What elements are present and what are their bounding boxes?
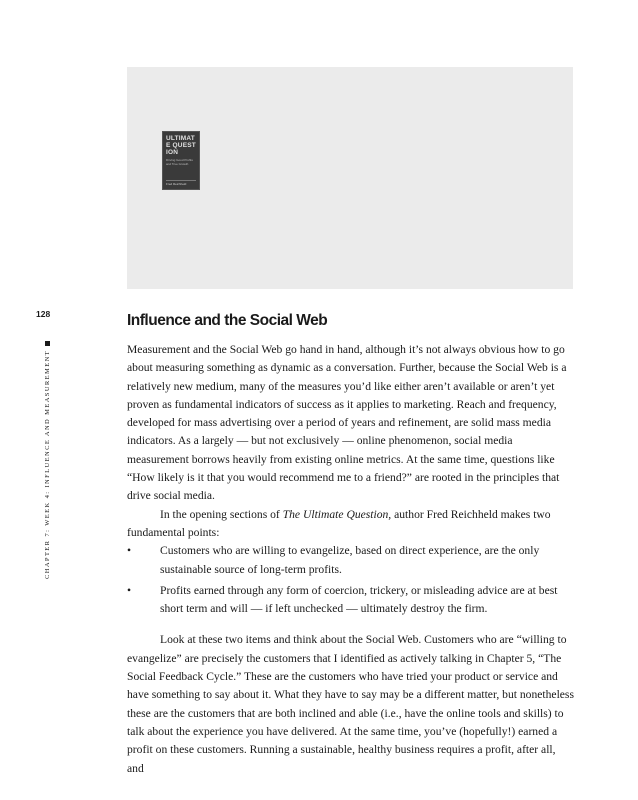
section-heading: Influence and the Social Web bbox=[127, 312, 328, 329]
list-item-text: Profits earned through any form of coercion, trickery, or misleading advice are at best short term and will — if left unchecked — ultimately destroy the firm. bbox=[160, 583, 558, 616]
book-cover-image bbox=[162, 131, 200, 190]
list-item bbox=[127, 542, 575, 579]
paragraph-1: Measurement and the Social Web go hand in hand, although it’s not always obvious how to go about measuring something as dynamic as a conversation. Further, because the Social Web is a relatively new medium, many of the measures you’d like either aren’t available or aren’t yet proven as fundamental indicators of success as it applies to marketing. Reach and frequency, developed for mass advertising over a period of years and refinement, are solid mass media indicators. As a largely — but not exclusively — online phenomenon, social media measurement borrows heavily from existing online metrics. At the same time, questions like “How likely is it that you would recommend me to a friend?” are rooted in the principles that drive social media. bbox=[127, 343, 567, 503]
main-content bbox=[127, 311, 575, 778]
book-cover-subtitle: Driving Good Profits and True Growth bbox=[166, 158, 193, 166]
paragraph-2-start: In the opening sections of bbox=[160, 507, 283, 521]
square-separator-icon bbox=[45, 341, 50, 346]
bullet-icon: • bbox=[127, 583, 132, 597]
page-number: 128 bbox=[36, 309, 51, 319]
paragraph-2-end: author Fred Reichheld makes two fundamental points: bbox=[127, 507, 551, 539]
bullet-icon: • bbox=[127, 544, 132, 558]
paragraph-3: Look at these two items and think about the Social Web. Customers who are “willing to evangelize” are precisely the customers that I identified as actively talking in Chapter 5, “The Social Feedback Cycle.” These are the customers who have tried your product or service and have something to say about it. What they have to say may be a different matter, but nonetheless these are the customers that are both inclined and able (i.e., have the online tools and skills) to talk about the experience you have delivered. At the same time, you’ve (hopefully!) earned a profit on these customers. Running a sustainable, healthy business requires a profit, after all, and bbox=[127, 633, 574, 775]
list-item bbox=[127, 582, 575, 619]
figure-image bbox=[127, 67, 573, 289]
running-head-text: CHAPTER 7: WEEK 4: INFLUENCE AND MEASUREMENT bbox=[44, 349, 51, 579]
bullet-list bbox=[127, 542, 575, 618]
paragraph-2 bbox=[127, 506, 575, 543]
book-title: The Ultimate Question, bbox=[282, 507, 392, 521]
list-item-text: Customers who are willing to evangelize, based on direct experience, are the only sustainable source of long-term profits. bbox=[160, 544, 540, 576]
book-cover-author: Fred Reichheld bbox=[166, 180, 196, 186]
running-head bbox=[44, 324, 51, 579]
book-cover-title: ULTIMATE QUESTION bbox=[166, 135, 196, 156]
